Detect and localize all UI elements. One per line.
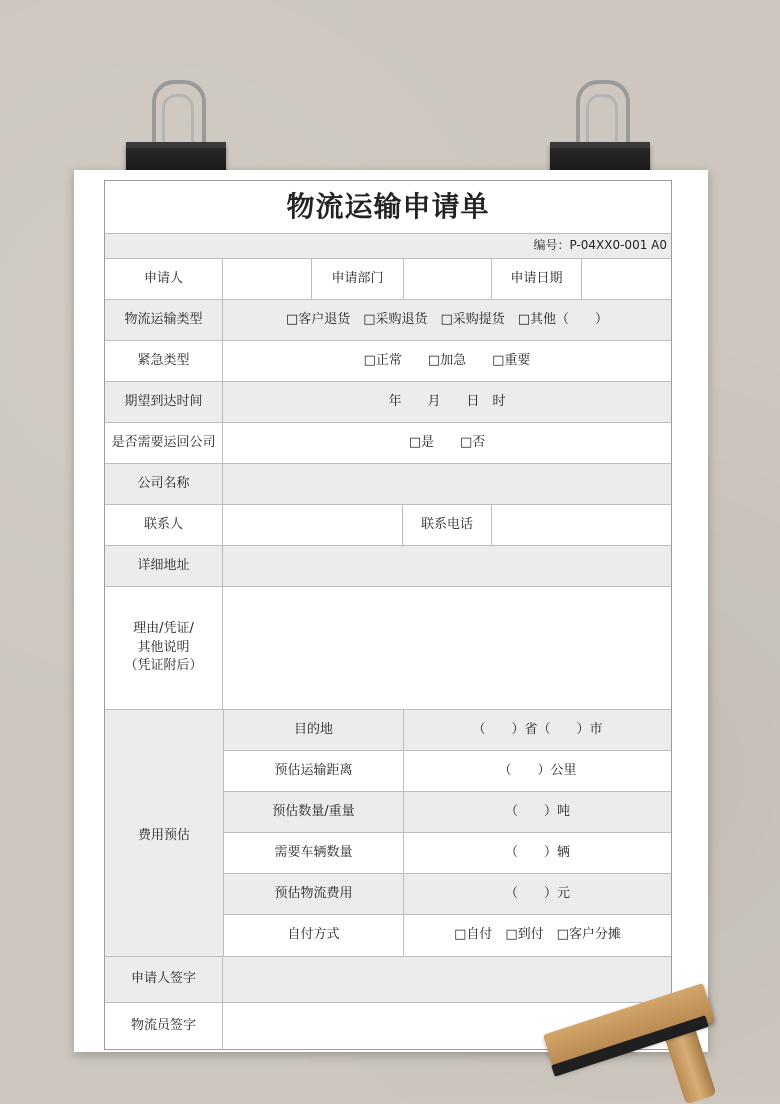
reason-label: [105, 587, 223, 709]
cost-label: 预估物流费用: [224, 874, 404, 914]
urgency-row: [105, 341, 671, 382]
reason-label-line1: 理由/凭证/: [133, 620, 194, 636]
destination-label: 目的地: [224, 710, 404, 750]
payment-options[interactable]: □自付 □到付 □客户分摊: [454, 927, 621, 943]
fee-estimate-block: [105, 710, 671, 957]
address-label: 详细地址: [105, 546, 223, 586]
company-field[interactable]: [223, 464, 671, 504]
fee-estimate-label: 费用预估: [105, 710, 224, 956]
arrival-time-label: 期望到达时间: [105, 382, 223, 422]
transport-type-options[interactable]: □客户退货 □采购退货 □采购提货 □其他（ ）: [285, 311, 609, 327]
return-label: 是否需要运回公司: [105, 423, 223, 463]
destination-field[interactable]: （ ）省（ ）市: [472, 721, 603, 737]
department-field[interactable]: [404, 259, 492, 299]
department-label: 申请部门: [312, 259, 404, 299]
arrival-time-row: [105, 382, 671, 423]
logistics-signature-label: 物流员签字: [105, 1003, 223, 1049]
transport-type-row: [105, 300, 671, 341]
contact-label: 联系人: [105, 505, 223, 545]
fee-estimate-rows: [224, 710, 671, 956]
phone-label: 联系电话: [403, 505, 492, 545]
applicant-row: [105, 259, 671, 300]
fee-row-payment: [224, 915, 671, 956]
vehicles-field[interactable]: （ ）辆: [504, 844, 570, 860]
urgency-options[interactable]: □正常 □加急 □重要: [363, 352, 531, 368]
reason-label-line3: （凭证附后）: [124, 658, 203, 674]
fee-row-distance: [224, 751, 671, 792]
fee-row-vehicles: [224, 833, 671, 874]
form-title-row: [105, 181, 671, 234]
payment-label: 自付方式: [224, 915, 404, 956]
date-field[interactable]: [582, 259, 671, 299]
weight-label: 预估数量/重量: [224, 792, 404, 832]
arrival-time-field[interactable]: 年 月 日 时: [388, 393, 506, 409]
fee-row-destination: [224, 710, 671, 751]
contact-row: [105, 505, 671, 546]
reason-row: [105, 587, 671, 710]
vehicles-label: 需要车辆数量: [224, 833, 404, 873]
reason-field[interactable]: [223, 587, 671, 709]
return-row: [105, 423, 671, 464]
applicant-field[interactable]: [223, 259, 312, 299]
company-label: 公司名称: [105, 464, 223, 504]
date-label: 申请日期: [492, 259, 582, 299]
fee-row-weight: [224, 792, 671, 833]
urgency-label: 紧急类型: [105, 341, 223, 381]
company-row: [105, 464, 671, 505]
form-code-row: [105, 234, 671, 259]
weight-field[interactable]: （ ）吨: [504, 803, 570, 819]
applicant-label: 申请人: [105, 259, 223, 299]
distance-field[interactable]: （ ）公里: [498, 762, 577, 778]
cost-field[interactable]: （ ）元: [504, 885, 570, 901]
fee-row-cost: [224, 874, 671, 915]
applicant-signature-label: 申请人签字: [105, 957, 223, 1002]
reason-label-line2: 其他说明: [137, 639, 190, 655]
distance-label: 预估运输距离: [224, 751, 404, 791]
address-field[interactable]: [223, 546, 671, 586]
phone-field[interactable]: [492, 505, 671, 545]
wooden-stamp: [545, 988, 745, 1102]
form-code: 编号：P-04XX0-001 A0: [533, 238, 667, 253]
transport-type-label: 物流运输类型: [105, 300, 223, 340]
contact-field[interactable]: [223, 505, 403, 545]
logistics-request-form: [104, 180, 672, 1050]
form-title: 物流运输申请单: [286, 189, 490, 223]
return-options[interactable]: □是 □否: [408, 434, 486, 450]
address-row: [105, 546, 671, 587]
